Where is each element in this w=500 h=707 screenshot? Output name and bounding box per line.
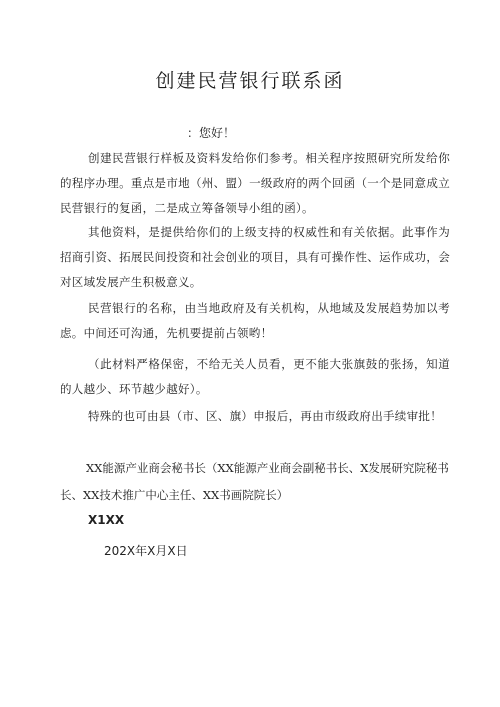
paragraph-4: （此材料严格保密，不给无关人员看，更不能大张旗鼓的张扬，知道的人越少、环节越少越好）。 [60,357,450,396]
paragraph-5: 特殊的也可由县（市、区、旗）申报后，再由市级政府出手续审批！ [88,409,442,423]
letter-date: 202X年X月X日 [104,544,188,558]
greeting: ：您好！ [187,126,236,140]
signer-title: XX能源产业商会秘书长（XX能源产业商会副秘书长、X发展研究院秘书长、XX技术推广中心主任、XX书画院院长） [60,461,449,502]
paragraph-3: 民营银行的名称，由当地政府及有关机构，从地域及发展趋势加以考虑。中间还可沟通，先机要提前占领哟！ [60,301,450,340]
document-title: 创建民营银行联系函 [155,70,345,92]
paragraph-2: 其他资料，是提供给你们的上级支持的权威性和有关依据。此事作为招商引资、拓展民间投资和社会创业的项目，具有可操作性、运作成功，会对区域发展产生积极意义。 [60,225,450,289]
signature: X1XX [88,513,125,527]
paragraph-1: 创建民营银行样板及资料发给你们参考。相关程序按照研究所发给你的程序办理。重点是市地（州、盟）一级政府的两个回函（一个是同意成立民营银行的复函，二是成立筹备领导小组的函）。 [60,151,450,215]
